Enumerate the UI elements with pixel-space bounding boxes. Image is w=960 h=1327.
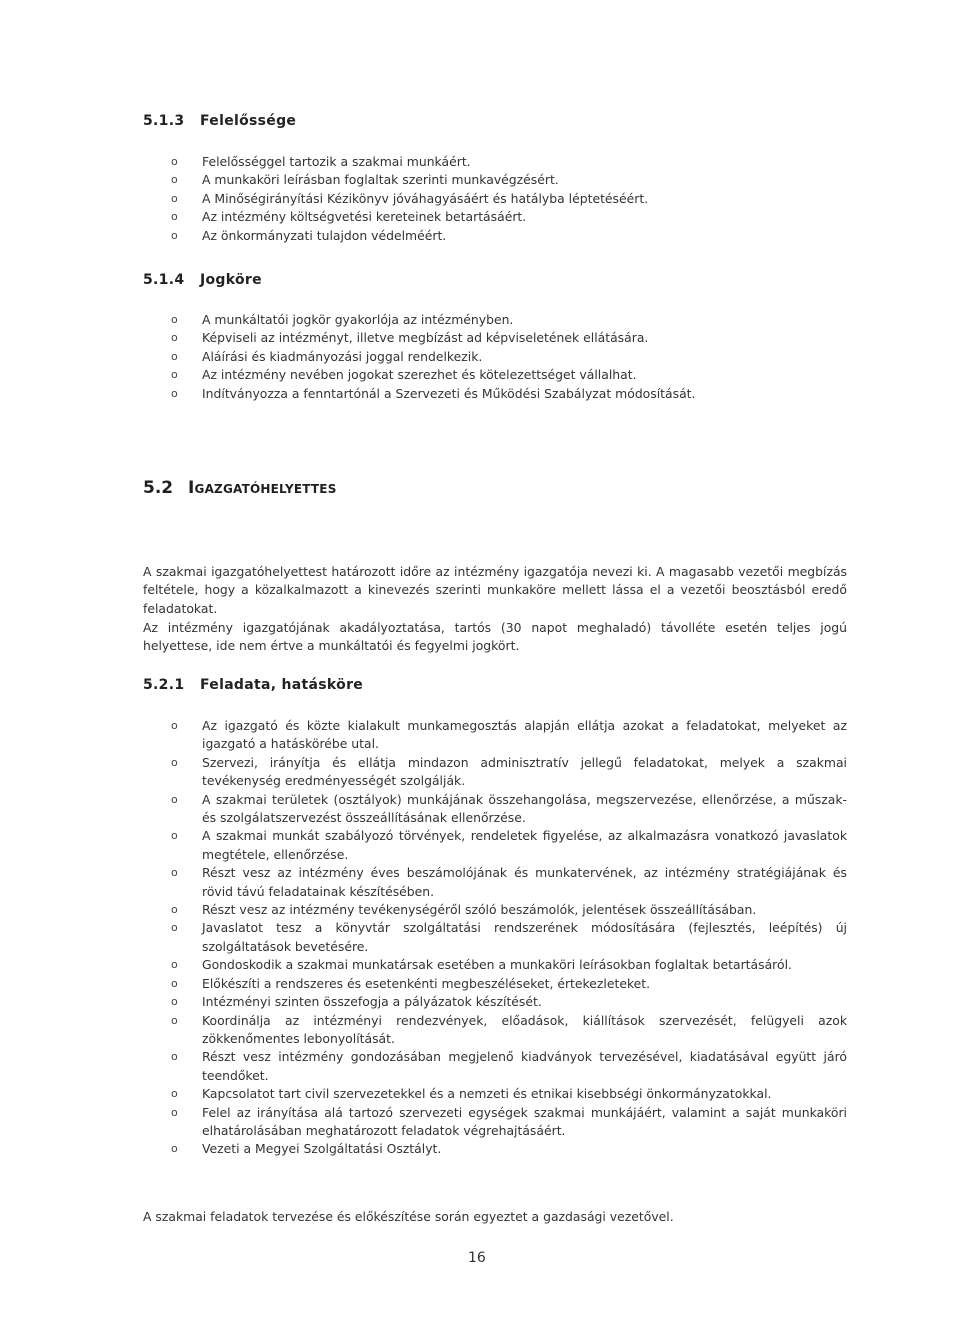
list-item: o Kapcsolatot tart civil szervezetekkel és a nemzeti és etnikai kisebbségi önkormányzatokkal.	[171, 1085, 847, 1103]
bullet-icon: o	[171, 976, 178, 990]
bullet-icon: o	[171, 903, 178, 917]
heading-number: 5.2	[143, 478, 174, 498]
heading-5-2-1	[143, 677, 363, 693]
list-item: o Részt vesz az intézmény tevékenységéről szóló beszámolók, jelentések összeállításában.	[171, 901, 847, 919]
paragraph-deputy: Az intézmény igazgatójának akadályoztatása, tartós (30 napot meghaladó) távolléte esetén teljes jogú helyettese, ide nem értve a munkáltatói és fegyelmi jogkört.	[143, 620, 847, 654]
bullet-icon: o	[171, 921, 178, 935]
heading-title: Jogköre	[200, 272, 262, 288]
list-item: o A szakmai munkát szabályozó törvények, rendeletek figyelése, az alkalmazásra vonatkozó javaslatok megtétele, ellenőrzése.	[171, 828, 847, 862]
list-item: o A Minőségirányítási Kézikönyv jóváhagyásáért és hatályba léptetéséért.	[171, 190, 847, 208]
bullet-icon: o	[171, 1050, 178, 1064]
bullet-icon: o	[171, 829, 178, 843]
list-item: o Részt vesz intézmény gondozásában megjelenő kiadványok tervezésével, kiadatásával együtt járó teendőket.	[171, 1049, 847, 1083]
bullet-icon: o	[171, 313, 178, 326]
list-item: o Felel az irányítása alá tartozó szervezeti egységek szakmai munkájáért, valamint a saját munkaköri elhatárolásában meghatározott feladatok végrehajtásáért.	[171, 1104, 847, 1138]
list-item: o Szervezi, irányítja és ellátja mindazon adminisztratív jellegű feladatokat, melyek a szakmai tevékenység eredményességét szolgálják.	[171, 754, 847, 789]
list-item: o Képviseli az intézményt, illetve megbízást ad képviseletének ellátására.	[171, 329, 847, 347]
list-item: o Az igazgató és közte kialakult munkamegosztás alapján ellátja azokat a feladatokat, melyeket az igazgató a hatáskörébe utal.	[171, 718, 847, 752]
bullet-icon: o	[171, 1087, 178, 1101]
bullet-icon: o	[171, 173, 178, 187]
list-item: o Az intézmény nevében jogokat szerezhet és kötelezettséget vállalhat.	[171, 366, 847, 384]
heading-number: 5.1.3	[143, 113, 185, 129]
list-item: o Intézményi szinten összefogja a pályázatok készítését.	[171, 993, 847, 1011]
bullet-icon: o	[171, 1142, 178, 1156]
closing-paragraph: A szakmai feladatok tervezése és előkészítése során egyeztet a gazdasági vezetővel.	[143, 1209, 674, 1224]
list-item: o A munkáltatói jogkör gyakorlója az intézményben.	[171, 311, 847, 329]
heading-5-2	[143, 478, 337, 498]
bullet-icon: o	[171, 349, 178, 363]
list-item: o A szakmai területek (osztályok) munkájának összehangolása, megszervezése, ellenőrzése, a műszak- és szolgálatszervezést összeállításának ellenőrzése.	[171, 791, 847, 826]
bullet-icon: o	[171, 1105, 178, 1119]
list-item: o Javaslatot tesz a könyvtár szolgáltatási rendszerének módosítására (fejlesztés, leépítés) új szolgáltatások bevetésére.	[171, 920, 847, 954]
bullet-icon: o	[171, 331, 178, 345]
list-item: o A munkaköri leírásban foglaltak szerinti munkavégzésért.	[171, 171, 847, 189]
list-item: o Koordinálja az intézményi rendezvények, előadások, kiállítások szervezését, felügyeli azok zökkenőmentes lebonyolítását.	[171, 1012, 847, 1046]
list-item: o Aláírási és kiadmányozási joggal rendelkezik.	[171, 348, 847, 366]
paragraph-appointment: A szakmai igazgatóhelyettest határozott időre az intézmény igazgatója nevezi ki. A magasabb vezetői megbízás feltétele, hogy a közalkalmazott a kinevezés szerinti munkaköre mellett lássa el a vezetői beosztásból eredő feladatokat.	[143, 564, 847, 616]
bullet-icon: o	[171, 386, 178, 400]
heading-number: 5.1.4	[143, 272, 185, 288]
bullet-icon: o	[171, 191, 178, 205]
list-powers	[171, 311, 847, 403]
heading-number: 5.2.1	[143, 677, 185, 693]
list-item: o Részt vesz az intézmény éves beszámolójának és munkatervének, az intézmény stratégiájának és rövid távú feladatainak készítésében.	[171, 865, 847, 899]
heading-5-1-3	[143, 113, 296, 129]
heading-title: Feladata, hatásköre	[200, 677, 364, 693]
list-duties	[171, 717, 847, 1159]
bullet-icon: o	[171, 755, 178, 769]
list-item: o Az intézmény költségvetési kereteinek betartásáért.	[171, 208, 847, 226]
page-number: 16	[468, 1250, 486, 1266]
bullet-icon: o	[171, 995, 178, 1009]
bullet-icon: o	[171, 958, 178, 972]
list-item: o Vezeti a Megyei Szolgáltatási Osztályt.	[171, 1140, 847, 1158]
bullet-icon: o	[171, 228, 178, 242]
bullet-icon: o	[171, 368, 178, 382]
list-item: o Felelősséggel tartozik a szakmai munkáért.	[171, 153, 847, 171]
bullet-icon: o	[171, 719, 178, 732]
bullet-icon: o	[171, 792, 178, 806]
list-item: o Indítványozza a fenntartónál a Szervezeti és Működési Szabályzat módosítását.	[171, 385, 847, 403]
list-item: o Gondoskodik a szakmai munkatársak esetében a munkaköri leírásokban foglaltak betartásáról.	[171, 956, 847, 974]
bullet-icon: o	[171, 1013, 178, 1027]
list-item: o Előkészíti a rendszeres és esetenkénti megbeszéléseket, értekezleteket.	[171, 975, 847, 993]
bullet-icon: o	[171, 155, 178, 168]
heading-5-1-4	[143, 272, 262, 288]
list-item: o Az önkormányzati tulajdon védelméért.	[171, 227, 847, 245]
bullet-icon: o	[171, 210, 178, 224]
list-responsibilities	[171, 153, 847, 245]
bullet-icon: o	[171, 866, 178, 880]
heading-title: Felelőssége	[200, 113, 297, 129]
heading-title: Igazgatóhelyettes	[188, 478, 337, 498]
